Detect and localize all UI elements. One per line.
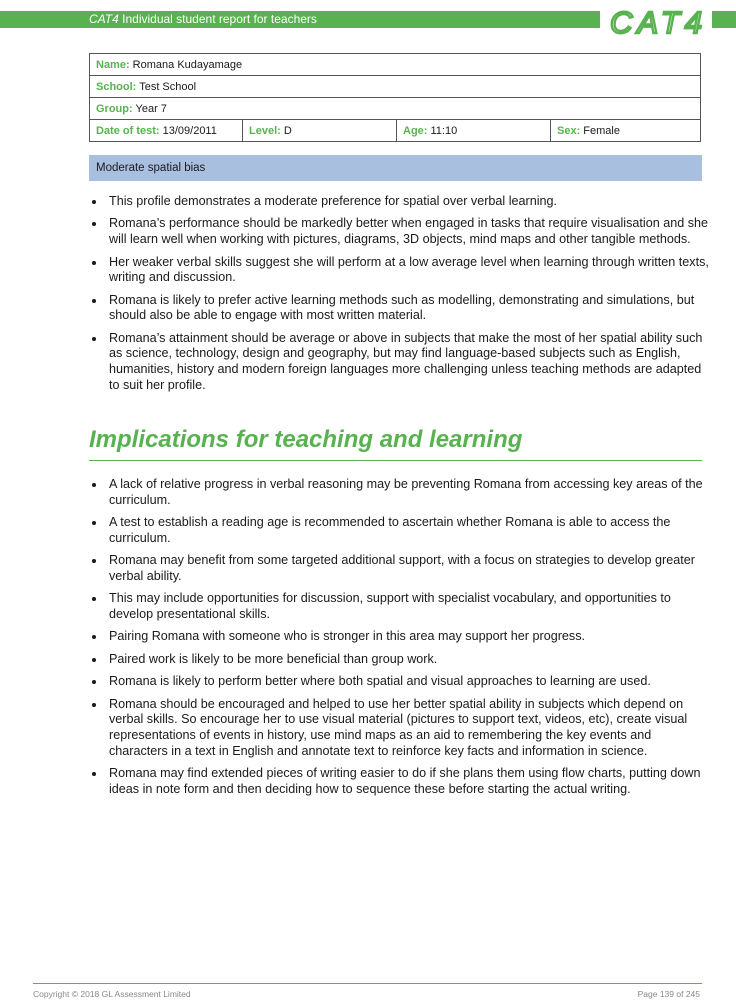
- header-brand: CAT4: [89, 12, 119, 26]
- school-value: Test School: [136, 80, 197, 93]
- bias-banner: Moderate spatial bias: [89, 155, 702, 181]
- level-value: D: [280, 124, 292, 137]
- age-label: Age:: [403, 124, 428, 137]
- group-label: Group:: [96, 102, 133, 115]
- sex-label: Sex:: [557, 124, 581, 137]
- header-bar: [0, 11, 600, 28]
- logo-text: CAT4: [610, 5, 702, 40]
- level-label: Level:: [249, 124, 281, 137]
- header-title: Individual student report for teachers: [118, 12, 317, 26]
- date-cell: [90, 120, 243, 142]
- sex-value: Female: [580, 124, 620, 137]
- group-value: Year 7: [132, 102, 167, 115]
- list-item: Romana may find extended pieces of writing easier to do if she plans them using flow charts, putting down ideas in note form and then deciding how to sequence these before starting the actual writing.: [89, 766, 709, 797]
- level-cell: [243, 120, 397, 142]
- list-item: Romana should be encouraged and helped to use her better spatial ability in subjects which depend on verbal skills. So encourage her to use visual material (pictures to support text, videos, etc), create visual representations of events in history, use mind maps as an aid to remembering the key events and characters in a text in English and annotate text to reinforce key facts and information in science.: [89, 697, 709, 759]
- cat4-logo: [608, 0, 704, 44]
- list-item: Romana may benefit from some targeted additional support, with a focus on strategies to develop greater verbal ability.: [89, 553, 709, 584]
- name-value: Romana Kudayamage: [129, 58, 243, 71]
- list-item: Pairing Romana with someone who is stronger in this area may support her progress.: [89, 629, 709, 645]
- info-row-details: [90, 120, 701, 142]
- list-item: A lack of relative progress in verbal reasoning may be preventing Romana from accessing key areas of the curriculum.: [89, 477, 709, 508]
- footer-divider: [33, 983, 702, 984]
- date-value: 13/09/2011: [159, 124, 217, 137]
- profile-bullet-list: [89, 194, 709, 400]
- info-row-school: [90, 76, 701, 98]
- footer-copyright: Copyright © 2018 GL Assessment Limited: [33, 989, 191, 999]
- list-item: Her weaker verbal skills suggest she will perform at a low average level when learning through written texts, writing and discussion.: [89, 255, 709, 286]
- school-cell: [90, 76, 701, 98]
- age-value: 11:10: [427, 124, 458, 137]
- list-item: Romana is likely to perform better where both spatial and visual approaches to learning are used.: [89, 674, 709, 690]
- list-item: Romana’s attainment should be average or above in subjects that make the most of her spatial ability such as science, technology, design and geography, but may find language-based subjects such as English, humanities, history and modern foreign languages more challenging unless teaching methods are adapted to suit her profile.: [89, 331, 709, 393]
- implications-bullet-list: [89, 477, 709, 804]
- name-cell: [90, 54, 701, 76]
- info-row-group: [90, 98, 701, 120]
- header-tab: [712, 11, 736, 28]
- name-label: Name:: [96, 58, 130, 71]
- sex-cell: [551, 120, 701, 142]
- footer-page-number: Page 139 of 245: [637, 989, 700, 999]
- list-item: Paired work is likely to be more beneficial than group work.: [89, 652, 709, 668]
- school-label: School:: [96, 80, 137, 93]
- student-info-table: [89, 53, 701, 142]
- date-label: Date of test:: [96, 124, 160, 137]
- list-item: This may include opportunities for discussion, support with specialist vocabulary, and opportunities to develop presentational skills.: [89, 591, 709, 622]
- list-item: Romana is likely to prefer active learning methods such as modelling, demonstrating and simulations, but should also be able to engage with most written material.: [89, 293, 709, 324]
- group-cell: [90, 98, 701, 120]
- info-row-name: [90, 54, 701, 76]
- heading-divider: [89, 460, 702, 461]
- list-item: A test to establish a reading age is recommended to ascertain whether Romana is able to access the curriculum.: [89, 515, 709, 546]
- list-item: Romana’s performance should be markedly better when engaged in tasks that require visualisation and she will learn well when working with pictures, diagrams, 3D objects, mind maps and other tangible methods.: [89, 216, 709, 247]
- age-cell: [397, 120, 551, 142]
- implications-heading: Implications for teaching and learning: [89, 426, 523, 453]
- list-item: This profile demonstrates a moderate preference for spatial over verbal learning.: [89, 194, 709, 210]
